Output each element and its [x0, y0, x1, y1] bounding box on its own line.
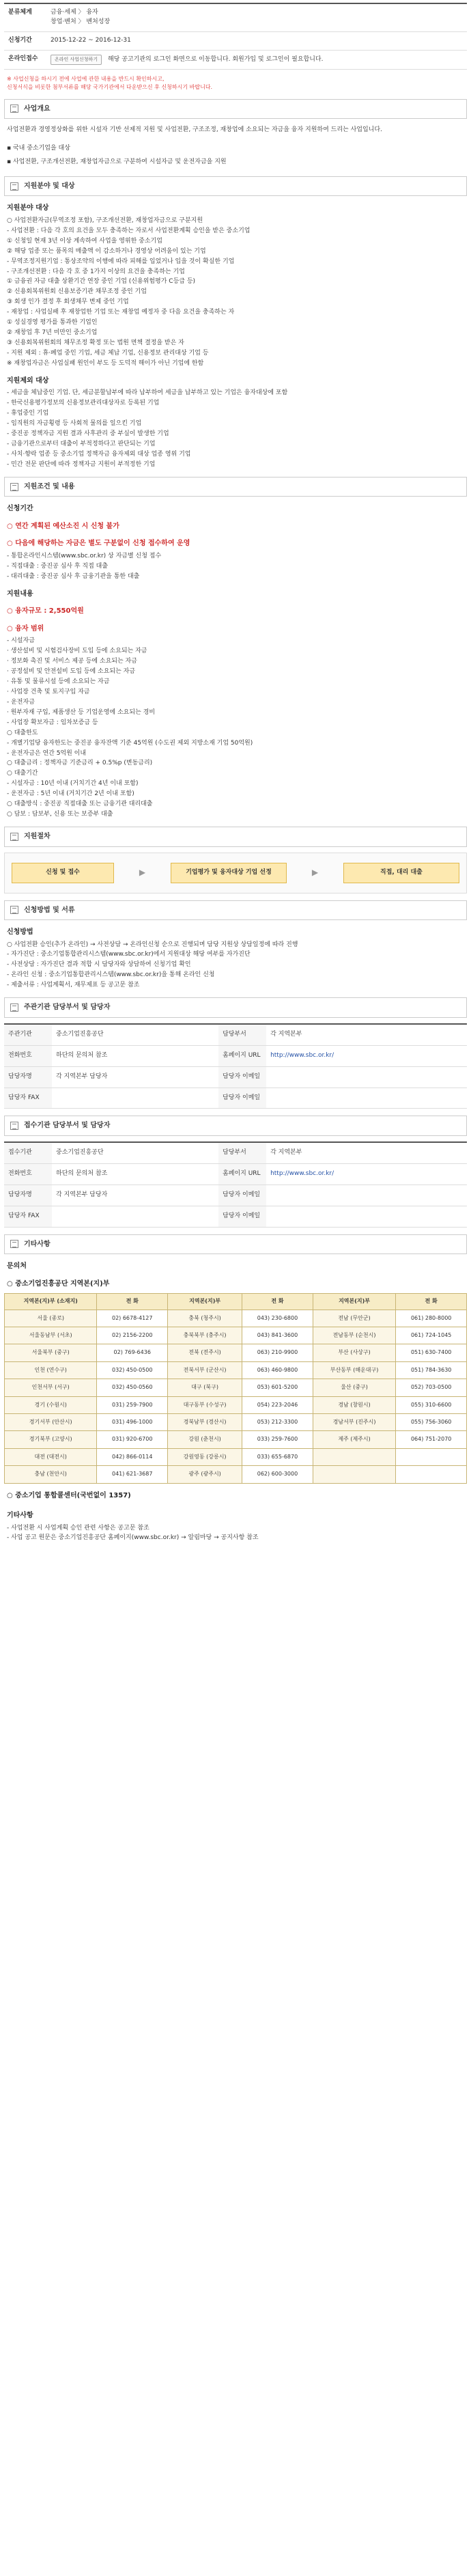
region-name-cell: 대구 (북구)	[168, 1379, 242, 1396]
table-row	[5, 1310, 467, 1327]
region-name-cell: 충북북부 (충주시)	[168, 1327, 242, 1344]
table-row	[5, 1327, 467, 1344]
region-name-cell: 경기북부 (고양시)	[5, 1431, 97, 1448]
document-icon	[10, 105, 18, 113]
region-phone-cell: 051) 784-3630	[396, 1361, 467, 1379]
table-row	[5, 1413, 467, 1430]
region-phone-cell: 042) 866-0114	[97, 1448, 168, 1465]
exclusion-heading: 지원제외 대상	[7, 376, 49, 385]
region-table: 지역본(지)부 (소재지) 전 화 지역본(지)부 전 화 지역본(지)부 전 화 서울 (종로) 02) 6678-4127 충북 (청주시) 043) 230-6800 전남 (무안군) 061) 280-8000 서울동남부 (서초) 02) 2156-2200 충북북부 (충주시) 043) 841-3600 전남동부 (순천시) 061) 724-1045 서울북부 (중구) 02) 769-6436 전북 (전주시) 063) 210-9900 부산 (사상구) 051) 630-7400 인천 (연수구) 032) 450-0500 전북서부 (군산시) 063) 460-9800 부산동부 (해운대구) 051) 784-3630 인천서부 (서구) 032) 450-0560 대구 (북구) 053) 601-5200 울산 (중구) 052) 703-0500 경기 (수원시) 031) 259-7900 대구동부 (수성구) 054) 223-2046 경남 (창원시) 055) 310-6600 경기서부 (안산시) 031) 496-1000 경북남부 (경산시) 053) 212-3300 경남서부 (진주시) 055) 756-3060 경기북부 (고양시) 031) 920-6700 강원 (춘천시) 033) 259-7600 제주 (제주시) 064) 751-2070 대전 (대전시) 042) 866-0114 강원영동 (강릉시) 033) 655-6870 충남 (천안시) 041) 621-3687 광주 (광주시) 062) 600-3000	[4, 1293, 467, 1483]
region-name-cell: 대구동부 (수성구)	[168, 1396, 242, 1413]
period-label: 신청기간	[4, 31, 46, 50]
region-name-cell: 경북남부 (경산시)	[168, 1413, 242, 1430]
process-step-2: 기업평가 및 융자대상 기업 선정	[171, 863, 287, 883]
region-name-cell: 전남 (무안군)	[313, 1310, 396, 1327]
region-phone-cell: 032) 450-0500	[97, 1361, 168, 1379]
region-phone-cell: 053) 601-5200	[242, 1379, 313, 1396]
receiver-contact-table: 접수기관 중소기업진흥공단 담당부서 각 지역본부 전화번호 하단의 문의처 참조 홈페이지 URL http://www.sbc.or.kr/ 담당자명 각 지역본부 담당자 담당자 이메일 담당자 FAX 담당자 이메일	[4, 1141, 467, 1228]
scope-heading: ○ 융자 범위	[7, 624, 44, 633]
table-row	[5, 1466, 467, 1483]
region-name-cell: 인천 (연수구)	[5, 1361, 97, 1379]
section-overview-header: 사업개요	[4, 99, 467, 120]
check-icon	[10, 182, 18, 191]
target-heading: 지원분야 대상	[7, 204, 49, 212]
region-name-cell: 경기 (수원시)	[5, 1396, 97, 1413]
region-name-cell: 부산 (사상구)	[313, 1344, 396, 1361]
region-name-cell: 충북 (청주시)	[168, 1310, 242, 1327]
region-phone-cell: 063) 210-9900	[242, 1344, 313, 1361]
overview-purpose: ▪ 사업전환, 구조개선전환, 재창업자금으로 구분하여 시설자금 및 운전자금을 지원	[7, 158, 227, 165]
process-flow	[4, 853, 467, 894]
section-host-contact-header: 주관기관 담당부서 및 담당자	[4, 997, 467, 1018]
table-row	[5, 1361, 467, 1379]
region-name-cell: 강원영동 (강릉시)	[168, 1448, 242, 1465]
arrow-right-icon: ▶	[139, 868, 146, 878]
region-name-cell	[313, 1448, 396, 1465]
region-phone-cell: 051) 630-7400	[396, 1344, 467, 1361]
target-body: ○ 사업전환자금(무역조정 포함), 구조개선전환, 재창업자금으로 구분지원 - 사업전환 : 다음 각 호의 요건을 모두 충족하는 자로서 사업전환계획 승인을 받은 중소기업 ① 신청일 현재 3년 이상 계속하여 사업을 영위한 중소기업 ② 해당 업종 또는 품목의 매출액 이 감소하거나 경영상 어려움이 있는 기업 - 무역조정지원기업 : 통상조약의 이행에 따라 피해를 입었거나 입을 것이 확실한 기업 - 구조개선전환 : 다음 각 호 중 1가지 이상의 요건을 충족하는 기업 ① 금융권 자금 대출 상환기간 연장 중인 기업 (신용위험평가 C등급 등) ② 신용회복위원회 신용보증기관 채무조정 중인 기업 ③ 회생 인가 결정 후 회생채무 변제 중인 기업 - 재창업 : 사업실패 후 재창업한 기업 또는 재창업 예정자 중 다음 요건을 충족하는 자 ① 성실경영 평가를 통과한 기업인 ② 재창업 후 7년 미만인 중소기업 ③ 신용회복위원회의 채무조정 확정 또는 법원 면책 결정을 받은 자 - 지원 제외 : 휴·폐업 중인 기업, 세금 체납 기업, 신용정보 관리대상 기업 등 ※ 재창업자금은 사업실패 원인이 부도 등 도덕적 해이가 아닌 기업에 한함	[7, 217, 251, 367]
field-label: 분류체계	[4, 3, 46, 31]
region-name-cell: 강원 (춘천시)	[168, 1431, 242, 1448]
info-table	[4, 3, 467, 70]
field-value-2: 창업·벤처 〉 벤처성장	[51, 18, 111, 25]
region-phone-cell: 054) 223-2046	[242, 1396, 313, 1413]
region-name-cell: 서울 (종로)	[5, 1310, 97, 1327]
budget: ○ 융자규모 : 2,550억원	[7, 607, 84, 615]
etc-body: - 사업전환 시 사업계획 승인 관련 사항은 공고문 참조 - 사업 공고 원문은 중소기업진흥공단 홈페이지(www.sbc.or.kr) → 알림마당 → 공지사항 참조	[7, 1524, 259, 1542]
section-etc-header: 기타사항	[4, 1234, 467, 1255]
arrow-right-icon: ▶	[311, 868, 319, 878]
region-phone-cell: 055) 756-3060	[396, 1413, 467, 1430]
region-phone-cell: 02) 769-6436	[97, 1344, 168, 1361]
overview-text: 사업전환과 경영정상화를 위한 시설자 기반 선제적 지원 및 사업전환, 구조조정, 재창업에 소요되는 자금을 융자 지원하여 드리는 사업입니다.	[7, 126, 382, 134]
form-icon	[10, 906, 18, 914]
host-contact-table: 주관기관 중소기업진흥공단 담당부서 각 지역본부 전화번호 하단의 문의처 참조 홈페이지 URL http://www.sbc.or.kr/ 담당자명 각 지역본부 담당자 담당자 이메일 담당자 FAX 담당자 이메일	[4, 1023, 467, 1109]
online-text: 해당 공고기관의 로그인 화면으로 이동합니다. 회원가입 및 로그인이 필요합니다.	[107, 55, 324, 63]
region-name-cell: 제주 (제주시)	[313, 1431, 396, 1448]
etc-heading: 기타사항	[7, 1512, 33, 1520]
region-phone-cell: 053) 212-3300	[242, 1413, 313, 1430]
region-name-cell: 전북서부 (군산시)	[168, 1361, 242, 1379]
region-name-cell	[313, 1466, 396, 1483]
contact-heading: 문의처	[7, 1262, 27, 1271]
region-name-cell: 대전 (대전시)	[5, 1448, 97, 1465]
region-name-cell: 경기서부 (안산시)	[5, 1413, 97, 1430]
region-name-cell: 경남 (창원시)	[313, 1396, 396, 1413]
region-phone-cell	[396, 1466, 467, 1483]
period-value: 2015-12-22 ~ 2016-12-31	[46, 31, 467, 50]
receiver-homepage-link[interactable]: http://www.sbc.or.kr/	[270, 1169, 334, 1177]
field-value-1: 금융·세제 〉 융자	[51, 9, 98, 16]
region-name-cell: 울산 (중구)	[313, 1379, 396, 1396]
region-name-cell: 부산동부 (해운대구)	[313, 1361, 396, 1379]
region-name-cell: 전남동부 (순천시)	[313, 1327, 396, 1344]
region-phone-cell: 043) 841-3600	[242, 1327, 313, 1344]
region-phone-cell: 052) 703-0500	[396, 1379, 467, 1396]
host-homepage-link[interactable]: http://www.sbc.or.kr/	[270, 1051, 334, 1059]
region-phone-cell: 061) 280-8000	[396, 1310, 467, 1327]
section-target-header: 지원분야 및 대상	[4, 176, 467, 197]
person-icon	[10, 1122, 18, 1130]
online-apply-button[interactable]: 온라인 사업신청하기	[51, 55, 102, 65]
section-process-header: 지원절차	[4, 827, 467, 847]
region-name-cell: 광주 (광주시)	[168, 1466, 242, 1483]
region-phone-cell: 032) 450-0560	[97, 1379, 168, 1396]
table-row	[5, 1379, 467, 1396]
region-name-cell: 서울북부 (중구)	[5, 1344, 97, 1361]
region-phone-cell	[396, 1448, 467, 1465]
scope-body: - 시설자금 · 생산설비 및 시험검사장비 도입 등에 소요되는 자금 · 정보화 촉진 및 서비스 제공 등에 소요되는 자금 · 공정설비 및 안전설비 도입 등에 소요되는 자금 · 유통 및 물류시설 등에 소요되는 자금 · 사업장 건축 및 토지구입 자금 - 운전자금 · 원부자재 구입, 제품생산 등 기업운영에 소요되는 경비 - 사업장 확보자금 : 임차보증금 등 ○ 대출한도 - 개별기업당 융자한도는 중진공 융자잔액 기준 45억원 (수도권 제외 지방소재 기업 50억원) - 운전자금은 연간 5억원 이내 ○ 대출금리 : 정책자금 기준금리 + 0.5%p (변동금리) ○ 대출기간 - 시설자금 : 10년 이내 (거치기간 4년 이내 포함) - 운전자금 : 5년 이내 (거치기간 2년 이내 포함) ○ 대출방식 : 중진공 직접대출 또는 금융기관 대리대출 ○ 담보 : 담보부, 신용 또는 보증부 대출	[7, 637, 253, 818]
period-red-note: ○ 연간 계획된 예산소진 시 신청 불가	[7, 522, 119, 530]
region-name-cell: 전북 (전주시)	[168, 1344, 242, 1361]
region-phone-cell: 064) 751-2070	[396, 1431, 467, 1448]
region-phone-cell: 041) 621-3687	[97, 1466, 168, 1483]
notice: ※ 사업신청을 하시기 전에 사업에 관한 내용을 반드시 확인하시고, 신청서식을 비롯한 첨부서류를 해당 국가기관에서 다운받으신 후 신청하시기 바랍니다.	[7, 75, 213, 91]
overview-national: ▪ 국내 중소기업을 대상	[7, 144, 70, 152]
method-body: ○ 사업전환 승인(추가 온라인) → 사전상담 → 온라인신청 순으로 진행되며 담당 지원상 상담일정에 따라 진행 - 자가진단 : 중소기업통합관리시스템(www.sbc.or.kr)에서 지원대상 해당 여부를 자가진단 - 사전상담 : 자가진단 결과 적합 시 담당자와 상담하여 신청기업 확인 - 온라인 신청 : 중소기업통합관리시스템(www.sbc.or.kr)을 통해 온라인 신청 - 제출서류 : 사업계획서, 재무제표 등 공고문 참조	[7, 941, 298, 989]
region-phone-cell: 033) 655-6870	[242, 1448, 313, 1465]
table-row	[5, 1396, 467, 1413]
online-label: 온라인접수	[4, 50, 46, 69]
region-phone-cell: 02) 6678-4127	[97, 1310, 168, 1327]
region-name-cell: 충남 (천안시)	[5, 1466, 97, 1483]
region-name-cell: 경남서부 (진주시)	[313, 1413, 396, 1430]
region-name-cell: 인천서부 (서구)	[5, 1379, 97, 1396]
process-step-1: 신청 및 접수	[12, 863, 114, 883]
region-name-cell: 서울동남부 (서초)	[5, 1327, 97, 1344]
region-phone-cell: 062) 600-3000	[242, 1466, 313, 1483]
method-heading: 신청방법	[7, 928, 33, 937]
region-phone-cell: 031) 259-7900	[97, 1396, 168, 1413]
period-heading: 신청기간	[7, 505, 33, 513]
info-icon	[10, 1240, 18, 1248]
flow-icon	[10, 833, 18, 841]
section-apply-header: 신청방법 및 서류	[4, 900, 467, 921]
region-phone-cell: 055) 310-6600	[396, 1396, 467, 1413]
how-body: - 통합온라인시스템(www.sbc.or.kr) 상 자금별 신청 접수 - 직접대출 : 중진공 심사 후 직접 대출 - 대리대출 : 중진공 심사 후 금융기관을 통한 대출	[7, 552, 162, 580]
region-phone-cell: 061) 724-1045	[396, 1327, 467, 1344]
table-row	[5, 1344, 467, 1361]
region-phone-cell: 043) 230-6800	[242, 1310, 313, 1327]
region-phone-cell: 031) 496-1000	[97, 1413, 168, 1430]
region-phone-cell: 031) 920-6700	[97, 1431, 168, 1448]
callcenter: ○ 중소기업 통합콜센터(국번없이 1357)	[7, 1491, 131, 1499]
table-row	[5, 1431, 467, 1448]
exclusion-body: - 세금을 체납중인 기업. 단, 세금분할납부에 따라 납부하여 세금을 납부하고 있는 기업은 융자대상에 포함 - 한국신용평가정보의 신용정보관리대상자로 등록된 기업 - 휴업중인 기업 - 임직원의 자금횡령 등 사회적 물의를 일으킨 기업 - 중진공 정책자금 지원 결과 사후관리 중 부실이 발생한 기업 - 금융기관으로부터 대출이 부적정하다고 판단되는 기업 - 사치·향락 업종 등 중소기업 정책자금 융자제외 대상 업종 영위 기업 - 민간 전문 판단에 따라 정책자금 지원이 부적정한 기업	[7, 389, 288, 468]
person-icon	[10, 1003, 18, 1012]
region-phone-cell: 033) 259-7600	[242, 1431, 313, 1448]
section-receiver-contact-header: 접수기관 담당부서 및 담당자	[4, 1116, 467, 1136]
how-heading: ○ 다음에 해당하는 자금은 별도 구분없이 신청 접수하여 운영	[7, 540, 190, 548]
list-icon	[10, 483, 18, 491]
region-phone-cell: 02) 2156-2200	[97, 1327, 168, 1344]
region-heading: ○ 중소기업진흥공단 지역본(지)부	[7, 1279, 110, 1288]
section-conditions-header: 지원조건 및 내용	[4, 477, 467, 497]
table-row	[5, 1448, 467, 1465]
region-phone-cell: 063) 460-9800	[242, 1361, 313, 1379]
content-heading: 지원내용	[7, 590, 33, 598]
process-step-3: 직접, 대리 대출	[343, 863, 459, 883]
